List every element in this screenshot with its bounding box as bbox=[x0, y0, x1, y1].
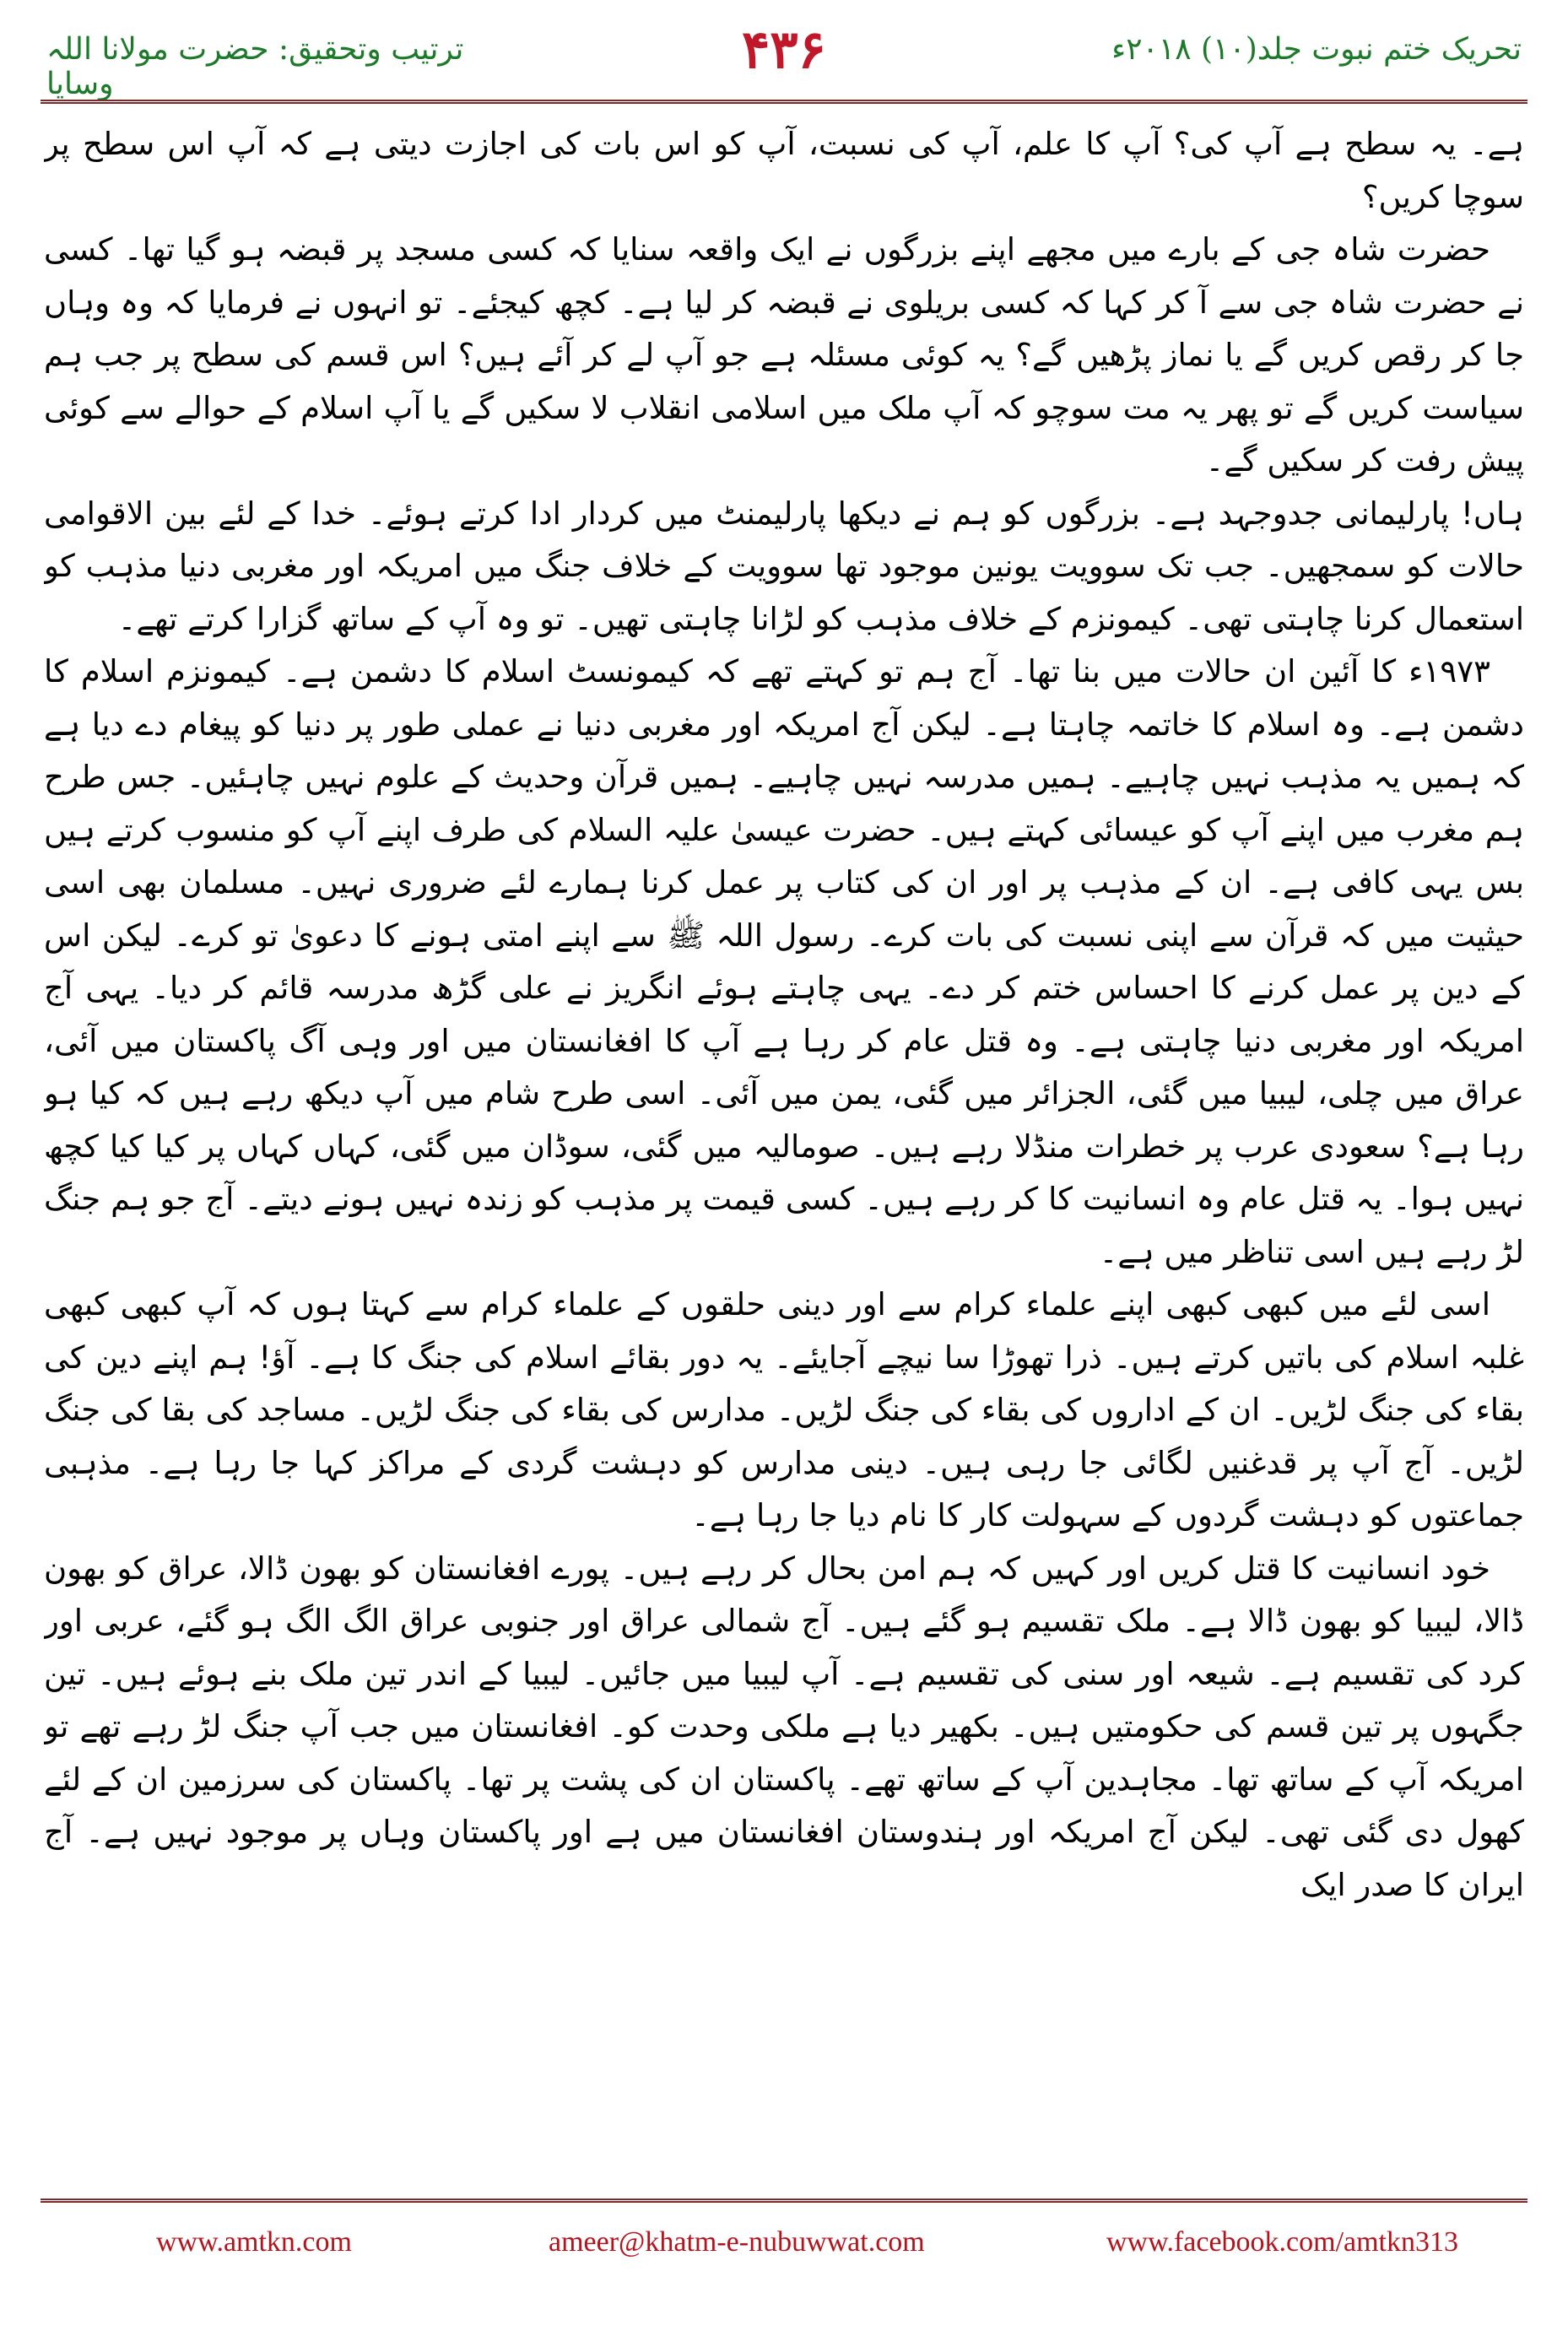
header-divider bbox=[41, 100, 1527, 104]
page-header bbox=[0, 0, 1568, 135]
header-compiler: ترتیب وتحقیق: حضرت مولانا اللہ وسایا bbox=[46, 32, 464, 101]
paragraph: اسی لئے میں کبھی کبھی اپنے علماء کرام سے اور دینی حلقوں کے علماء کرام سے کہتا ہوں کہ آپ کبھی کبھی غلبہ اسلام کی باتیں کرتے ہیں۔ ذرا تھوڑا سا نیچے آجایئے۔ یہ دور بقائے اسلام کی جنگ کا ہے۔ آؤ! ہم اپنے دین کی بقاء کی جنگ لڑیں۔ ان کے اداروں کی بقاء کی جنگ لڑیں۔ مدارس کی بقاء کی جنگ لڑیں۔ مساجد کی بقا کی جنگ لڑیں۔ آج آپ پر قدغنیں لگائی جا رہی ہیں۔ دینی مدارس کو دہشت گردی کے مراکز کہا جا رہا ہے۔ مذہبی جماعتوں کو دہشت گردوں کے سہولت کار کا نام دیا جا رہا ہے۔ bbox=[44, 1286, 1524, 1533]
page-number: ۴۳۶ bbox=[742, 19, 826, 80]
paragraph: ہے۔ یہ سطح ہے آپ کی؟ آپ کا علم، آپ کی نسبت، آپ کو اس بات کی اجازت دیتی ہے کہ آپ اس سطح پر سوچا کریں؟ bbox=[44, 126, 1524, 215]
page-footer bbox=[0, 2209, 1568, 2277]
paragraph: حضرت شاہ جی کے بارے میں مجھے اپنے بزرگوں نے ایک واقعہ سنایا کہ کسی مسجد پر قبضہ ہو گیا تھا۔ کسی نے حضرت شاہ جی سے آ کر کہا کہ کسی بریلوی نے قبضہ کر لیا ہے۔ کچھ کیجئے۔ تو انہوں نے فرمایا کہ وہ وہاں جا کر رقص کریں گے یا نماز پڑھیں گے؟ یہ کوئی مسئلہ ہے جو آپ لے کر آئے ہیں؟ اس قسم کی سطح پر جب ہم سیاست کریں گے تو پھر یہ مت سوچو کہ آپ ملک میں اسلامی انقلاب لا سکیں گے یا آپ اسلام کے حوالے سے کوئی پیش رفت کر سکیں گے۔ bbox=[44, 231, 1524, 479]
paragraph: ۱۹۷۳ء کا آئین ان حالات میں بنا تھا۔ آج ہم تو کہتے تھے کہ کیمونسٹ اسلام کا دشمن ہے۔ کیمونزم اسلام کا دشمن ہے۔ وہ اسلام کا خاتمہ چاہتا ہے۔ لیکن آج امریکہ اور مغربی دنیا نے عملی طور پر دنیا کو پیغام دے دیا ہے کہ ہمیں یہ مذہب نہیں چاہیے۔ ہمیں مدرسہ نہیں چاہیے۔ ہمیں قرآن وحدیث کے علوم نہیں چاہئیں۔ جس طرح ہم مغرب میں اپنے آپ کو عیسائی کہتے ہیں۔ حضرت عیسیٰ علیہ السلام کی طرف اپنے آپ کو منسوب کرتے ہیں بس یہی کافی ہے۔ ان کے مذہب پر اور ان کی کتاب پر عمل کرنا ہمارے لئے ضروری نہیں۔ مسلمان بھی اسی حیثیت میں کہ قرآن سے اپنی نسبت کی بات کرے۔ رسول اللہ ﷺ سے اپنے امتی ہونے کا دعویٰ تو کرے۔ لیکن اس کے دین پر عمل کرنے کا احساس ختم کر دے۔ یہی چاہتے ہوئے انگریز نے علی گڑھ مدرسہ قائم کر دیا۔ یہی آج امریکہ اور مغربی دنیا چاہتی ہے۔ وہ قتل عام کر رہا ہے آپ کا افغانستان میں اور وہی آگ پاکستان میں آئی، عراق میں چلی، لیبیا میں گئی، الجزائر میں گئی، یمن میں آئی۔ اسی طرح شام میں آپ دیکھ رہے ہیں کہ کیا ہو رہا ہے؟ سعودی عرب پر خطرات منڈلا رہے ہیں۔ صومالیہ میں گئی، سوڈان میں گئی، کہاں کہاں پر کیا کیا کچھ نہیں ہوا۔ یہ قتل عام وہ انسانیت کا کر رہے ہیں۔ کسی قیمت پر مذہب کو زندہ نہیں ہونے دیتے۔ آج جو ہم جنگ لڑ رہے ہیں اسی تناظر میں ہے۔ bbox=[44, 653, 1524, 1270]
paragraph: ہاں! پارلیمانی جدوجہد ہے۔ بزرگوں کو ہم نے دیکھا پارلیمنٹ میں کردار ادا کرتے ہوئے۔ خدا کے لئے بین الاقوامی حالات کو سمجھیں۔ جب تک سوویت یونین موجود تھا سوویت کے خلاف جنگ میں امریکہ اور مغربی دنیا مذہب کو استعمال کرنا چاہتی تھی۔ کیمونزم کے خلاف مذہب کو لڑانا چاہتی تھیں۔ تو وہ آپ کے ساتھ گزارا کرتے تھے۔ bbox=[44, 495, 1524, 637]
footer-divider bbox=[41, 2199, 1527, 2203]
facebook-link[interactable]: www.facebook.com/amtkn313 bbox=[1106, 2226, 1458, 2258]
header-book-title: تحریک ختم نبوت جلد(۱۰) ۲۰۱۸ء bbox=[1111, 32, 1522, 67]
website-link[interactable]: www.amtkn.com bbox=[156, 2226, 352, 2258]
email-link[interactable]: ameer@khatm-e-nubuwwat.com bbox=[549, 2226, 925, 2258]
paragraph: خود انسانیت کا قتل کریں اور کہیں کہ ہم امن بحال کر رہے ہیں۔ پورے افغانستان کو بھون ڈالا، عراق کو بھون ڈالا، لیبیا کو بھون ڈالا ہے۔ ملک تقسیم ہو گئے ہیں۔ آج شمالی عراق اور جنوبی عراق الگ الگ ہو گئے، عربی اور کرد کی تقسیم ہے۔ شیعہ اور سنی کی تقسیم ہے۔ آپ لیبیا میں جائیں۔ لیبیا کے اندر تین ملک بنے ہوئے ہیں۔ تین جگہوں پر تین قسم کی حکومتیں ہیں۔ بکھیر دیا ہے ملکی وحدت کو۔ افغانستان میں جب آپ جنگ لڑ رہے تھے تو امریکہ آپ کے ساتھ تھا۔ مجاہدین آپ کے ساتھ تھے۔ پاکستان ان کی پشت پر تھا۔ پاکستان کی سرزمین ان کے لئے کھول دی گئی تھی۔ لیکن آج امریکہ اور ہندوستان افغانستان میں ہے اور پاکستان وہاں پر موجود نہیں ہے۔ آج ایران کا صدر ایک bbox=[44, 1550, 1524, 1903]
body-text bbox=[44, 118, 1524, 2161]
